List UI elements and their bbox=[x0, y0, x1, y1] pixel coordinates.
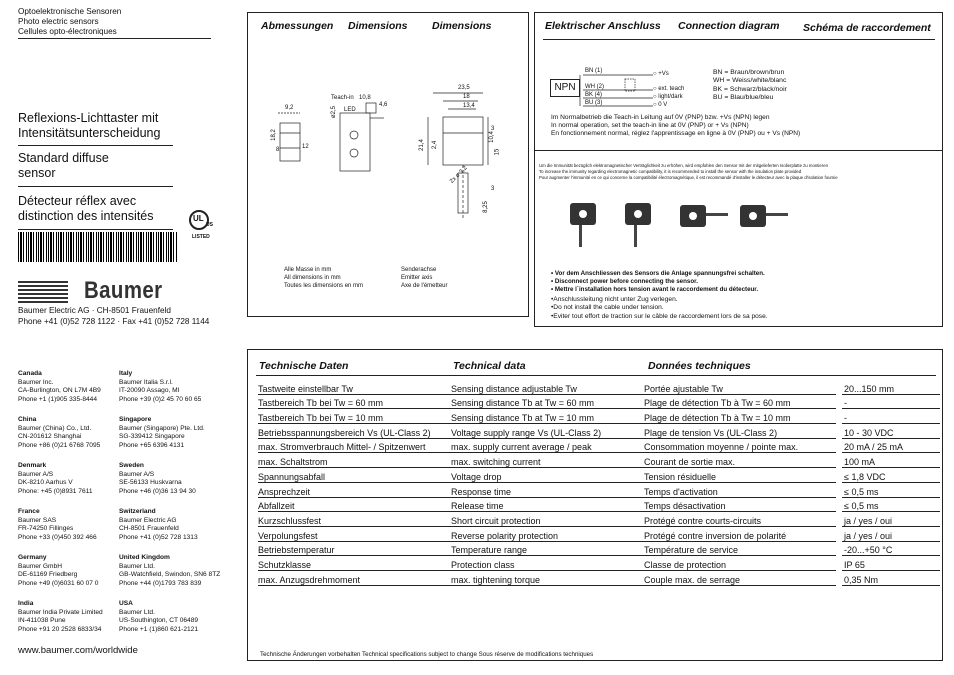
country-line: Phone +39 (0)2 45 70 60 65 bbox=[119, 395, 202, 403]
country-line: Baumer Ltd. bbox=[119, 608, 155, 616]
country-line: Baumer India Private Limited bbox=[18, 608, 103, 616]
us-text: US bbox=[206, 222, 213, 228]
cell-value: 0,35 Nm bbox=[842, 570, 940, 585]
cell-en: max. supply current average / peak bbox=[451, 438, 644, 453]
header-line-en: Photo electric sensors bbox=[18, 17, 99, 26]
terminal-0v: ○ 0 V bbox=[653, 102, 668, 108]
country-name: China bbox=[18, 416, 37, 423]
cell-value: ja / yes / oui bbox=[842, 512, 940, 527]
country-block bbox=[18, 416, 100, 450]
table-row bbox=[258, 556, 940, 571]
country-line: FR-74250 Fillinges bbox=[18, 525, 74, 533]
table-row bbox=[258, 482, 940, 497]
country-block bbox=[119, 600, 198, 634]
cell-en: Release time bbox=[451, 497, 644, 512]
connection-header-fr: Schéma de raccordement bbox=[803, 22, 931, 34]
cell-value: 20 mA / 25 mA bbox=[842, 438, 940, 453]
cell-fr: Consommation moyenne / pointe max. bbox=[644, 438, 836, 453]
cell-de: Verpolungsfest bbox=[258, 526, 451, 541]
cell-de: Tastbereich Tb bei Tw = 10 mm bbox=[258, 409, 451, 424]
country-line: CH-8501 Frauenfeld bbox=[119, 525, 179, 533]
table-row bbox=[258, 438, 940, 453]
wire-bk: BK (4) bbox=[585, 92, 603, 98]
dim-10-4: 10,4 bbox=[488, 131, 495, 143]
cell-value: 10 - 30 VDC bbox=[842, 424, 940, 439]
country-line: Baumer Inc. bbox=[18, 378, 54, 386]
cell-en: Sensing distance Tb at Tw = 10 mm bbox=[451, 409, 644, 424]
country-line: Baumer Italia S.r.l. bbox=[119, 378, 173, 386]
dimensions-panel bbox=[247, 12, 529, 317]
table-row bbox=[258, 409, 940, 424]
country-line: Phone +91 20 2528 6833/34 bbox=[18, 625, 102, 633]
country-line: DE-61169 Friedberg bbox=[18, 571, 78, 579]
cell-en: Sensing distance adjustable Tw bbox=[451, 380, 644, 394]
cell-fr: Temps d'activation bbox=[644, 482, 836, 497]
country-line: Phone +65 6396 4131 bbox=[119, 441, 185, 449]
cell-fr: Couple max. de serrage bbox=[644, 570, 836, 585]
logo-text: Baumer bbox=[84, 277, 163, 304]
cell-de: Abfallzeit bbox=[258, 497, 451, 512]
terminal-teach: ○ ext. teach bbox=[653, 86, 685, 92]
country-name: United Kingdom bbox=[119, 554, 170, 561]
country-line: Phone +44 (0)1793 783 839 bbox=[119, 579, 202, 587]
cell-value: 20...150 mm bbox=[842, 380, 940, 394]
country-line: SE-56133 Huskvarna bbox=[119, 479, 182, 487]
wire-wh: WH (2) bbox=[585, 84, 604, 90]
cell-de: Betriebstemperatur bbox=[258, 541, 451, 556]
terminal-light-dark: ○ light/dark bbox=[653, 94, 683, 100]
cell-value: -20...+50 °C bbox=[842, 541, 940, 556]
country-name: Denmark bbox=[18, 462, 47, 469]
country-block bbox=[119, 554, 220, 588]
cell-en: Reverse polarity protection bbox=[451, 526, 644, 541]
product-title-fr: Détecteur réflex avec distinction des intensités bbox=[18, 194, 154, 223]
country-line: Phone +1 (1)905 335-8444 bbox=[18, 395, 98, 403]
dim-3b: 3 bbox=[491, 186, 495, 192]
cell-value: - bbox=[842, 394, 940, 409]
dim-21-4: 21,4 bbox=[418, 139, 425, 151]
cell-de: max. Schaltstrom bbox=[258, 453, 451, 468]
cell-en: Protection class bbox=[451, 556, 644, 571]
cell-value: 100 mA bbox=[842, 453, 940, 468]
table-row bbox=[258, 570, 940, 585]
dim-d2-5: ø2,5 bbox=[331, 105, 338, 119]
country-block bbox=[18, 462, 93, 496]
cell-de: Schutzklasse bbox=[258, 556, 451, 571]
company-phone: Phone +41 (0)52 728 1122 · Fax +41 (0)52 728 1144 bbox=[18, 317, 210, 326]
ul-listed-mark bbox=[185, 210, 215, 244]
cell-de: max. Anzugsdrehmoment bbox=[258, 570, 451, 585]
table-row bbox=[258, 424, 940, 439]
cell-fr: Protégé contre courts-circuits bbox=[644, 512, 836, 527]
country-line: Baumer (China) Co., Ltd. bbox=[18, 424, 92, 432]
country-line: DK-8210 Aarhus V bbox=[18, 479, 73, 487]
country-name: Singapore bbox=[119, 416, 152, 423]
dim-15: 15 bbox=[494, 148, 501, 156]
listed-text: LISTED bbox=[192, 234, 210, 240]
cell-fr: Plage de détection Tb à Tw = 60 mm bbox=[644, 394, 836, 409]
dim-3: 3 bbox=[491, 126, 495, 132]
dim-8: 8 bbox=[276, 147, 280, 153]
dim-teach-label: Teach-in bbox=[331, 95, 354, 101]
techdata-header-en: Technical data bbox=[453, 360, 526, 372]
country-line: IN-411038 Pune bbox=[18, 617, 66, 625]
website-link[interactable]: www.baumer.com/worldwide bbox=[18, 645, 138, 656]
dim-4-6: 4,6 bbox=[379, 102, 388, 108]
cell-fr: Plage de détection Tb à Tw = 10 mm bbox=[644, 409, 836, 424]
country-name: India bbox=[18, 600, 34, 607]
country-block bbox=[18, 600, 103, 634]
cell-value: ja / yes / oui bbox=[842, 526, 940, 541]
country-line: Phone: +45 (0)8931 7611 bbox=[18, 487, 93, 495]
cell-de: Tastbereich Tb bei Tw = 60 mm bbox=[258, 394, 451, 409]
cell-value: IP 65 bbox=[842, 556, 940, 571]
company-address: Baumer Electric AG · CH-8501 Frauenfeld bbox=[18, 306, 171, 315]
country-line: SG-339412 Singapore bbox=[119, 433, 185, 441]
cell-de: Tastweite einstellbar Tw bbox=[258, 380, 451, 394]
wire-bu: BU (3) bbox=[585, 100, 603, 106]
wire-bn: BN (1) bbox=[585, 68, 603, 74]
cell-value: ≤ 0,5 ms bbox=[842, 482, 940, 497]
dimensions-header-fr: Dimensions bbox=[432, 20, 492, 32]
cell-en: max. tightening torque bbox=[451, 570, 644, 585]
dimension-notes-left: Alle Masse in mm All dimensions in mm Toutes les dimensions en mm bbox=[284, 267, 364, 289]
dimensions-header-de: Abmessungen bbox=[261, 20, 334, 32]
cell-fr: Temps désactivation bbox=[644, 497, 836, 512]
cell-de: max. Stromverbrauch Mittel- / Spitzenwert bbox=[258, 438, 451, 453]
country-line: IT-20090 Assago, MI bbox=[119, 387, 180, 395]
dimension-notes-right: Senderachse Emitter axis Axe de l'émetteur bbox=[401, 267, 448, 289]
cell-en: Response time bbox=[451, 482, 644, 497]
wire-color-legend: BN = Braun/brown/brun WH = Weiss/white/blanc BK = Schwarz/black/noir BU = Blau/blue/bleu bbox=[713, 69, 787, 102]
cell-fr: Protégé contre inversion de polarité bbox=[644, 526, 836, 541]
table-row bbox=[258, 541, 940, 556]
header-category bbox=[18, 7, 121, 37]
country-name: Germany bbox=[18, 554, 47, 561]
techdata-table bbox=[258, 380, 940, 586]
cell-fr: Température de service bbox=[644, 541, 836, 556]
country-block bbox=[18, 554, 98, 588]
header-line-de: Optoelektronische Sensoren bbox=[18, 7, 122, 16]
dimensions-header-en: Dimensions bbox=[348, 20, 408, 32]
cell-en: max. switching current bbox=[451, 453, 644, 468]
country-block bbox=[18, 508, 97, 542]
connection-panel bbox=[534, 12, 943, 327]
dim-led-label: LED bbox=[344, 107, 356, 113]
country-line: Baumer GmbH bbox=[18, 562, 62, 570]
country-name: Sweden bbox=[119, 462, 144, 469]
country-line: Phone +33 (0)450 392 466 bbox=[18, 533, 97, 541]
techdata-header-de: Technische Daten bbox=[259, 360, 349, 372]
dim-23-5: 23,5 bbox=[458, 85, 470, 91]
country-line: Phone +41 (0)52 728 1313 bbox=[119, 533, 198, 541]
table-row bbox=[258, 526, 940, 541]
table-row bbox=[258, 497, 940, 512]
country-line: Baumer A/S bbox=[18, 470, 54, 478]
country-line: Phone +46 (0)36 13 94 30 bbox=[119, 487, 196, 495]
table-row bbox=[258, 394, 940, 409]
cell-de: Kurzschlussfest bbox=[258, 512, 451, 527]
cell-en: Voltage drop bbox=[451, 468, 644, 483]
cell-de: Betriebsspannungsbereich Vs (UL-Class 2) bbox=[258, 424, 451, 439]
product-title-de: Reflexions-Lichttaster mit Intensitätsunterscheidung bbox=[18, 111, 161, 140]
country-line: Baumer (Singapore) Pte. Ltd. bbox=[119, 424, 205, 432]
country-block bbox=[119, 462, 196, 496]
cell-en: Sensing distance Tb at Tw = 60 mm bbox=[451, 394, 644, 409]
safety-warnings: •Anschlussleitung nicht unter Zug verlegen. •Do not install the cable under tension. •Eviter tout effort de traction sur le câble de raccordement lors de sa pose. bbox=[551, 296, 768, 320]
country-line: Baumer SAS bbox=[18, 516, 57, 524]
header-line-fr: Cellules opto-électroniques bbox=[18, 27, 117, 36]
country-line: Baumer Ltd. bbox=[119, 562, 155, 570]
cell-value: - bbox=[842, 409, 940, 424]
cell-en: Voltage supply range Vs (UL-Class 2) bbox=[451, 424, 644, 439]
dim-10-8: 10,8 bbox=[359, 95, 371, 101]
techdata-header-fr: Données techniques bbox=[648, 360, 751, 372]
cell-fr: Portée ajustable Tw bbox=[644, 380, 836, 394]
connection-header-de: Elektrischer Anschluss bbox=[545, 20, 661, 32]
terminal-vs: ○ +Vs bbox=[653, 71, 669, 77]
country-line: CA-Burlington, ON L7M 4B9 bbox=[18, 387, 101, 395]
cell-de: Spannungsabfall bbox=[258, 468, 451, 483]
safety-warnings-bold: • Vor dem Anschliessen des Sensors die Anlage spannungsfrei schalten. • Disconnect power before connecting the sensor. • Mettre l´installation hors tension avant le raccordement du détecteur. bbox=[551, 270, 765, 293]
dim-2-4: 2,4 bbox=[432, 140, 439, 150]
teach-note: Im Normalbetrieb die Teach-in Leitung auf 0V (PNP) bzw. +Vs (NPN) legen In normal operation, set the teach-in line at 0V (PNP) or + Vs (NPN) En fonctionnement normal, réglez l'apprentissage en ligne à 0V (PNP) ou + Vs (NPN) bbox=[551, 114, 801, 138]
npn-label: NPN bbox=[554, 82, 576, 93]
country-name: Canada bbox=[18, 370, 42, 377]
country-line: US-Southington, CT 06489 bbox=[119, 617, 199, 625]
emc-note: Um die Immunität bezüglich elektromagnetischer Verträglichkeit zu erhöhen, wird empfohlen den Sensor mit der mitgelieferten Isolierplatte zu montieren To increase the immunity regarding electromagnetic compatibility, it is recommended to install the sensor with the insulation plate provided Pour augmenter l'immunité en ce qui concerne la compatibilité électromagnétique, il est recommandé d'installer le détecteur avec la plaque d'isolation fournie bbox=[539, 163, 838, 180]
connection-header-en: Connection diagram bbox=[678, 20, 780, 32]
cell-value: ≤ 1,8 VDC bbox=[842, 468, 940, 483]
country-block bbox=[119, 416, 205, 450]
ul-text: UL bbox=[193, 214, 204, 223]
country-name: USA bbox=[119, 600, 133, 607]
country-line: Baumer A/S bbox=[119, 470, 155, 478]
table-row bbox=[258, 380, 940, 394]
country-name: Switzerland bbox=[119, 508, 156, 515]
dim-18: 18 bbox=[463, 94, 470, 100]
country-name: France bbox=[18, 508, 40, 515]
dim-13-4: 13,4 bbox=[463, 103, 475, 109]
product-title-en: Standard diffuse sensor bbox=[18, 151, 109, 180]
cell-fr: Tension résiduelle bbox=[644, 468, 836, 483]
country-line: Phone +86 (0)21 6768 7095 bbox=[18, 441, 101, 449]
cell-value: ≤ 0,5 ms bbox=[842, 497, 940, 512]
country-line: CN-201612 Shanghai bbox=[18, 433, 82, 441]
techdata-footer: Technische Änderungen vorbehalten Technical specifications subject to change Sous réserve de modifications techniques bbox=[260, 651, 594, 658]
barcode bbox=[18, 232, 178, 262]
dim-9-2: 9,2 bbox=[285, 105, 294, 111]
dim-18-2: 18,2 bbox=[270, 129, 277, 141]
dim-2x-d3-2: 2x ø 3,2 bbox=[449, 165, 469, 185]
dim-12: 12 bbox=[302, 144, 309, 150]
country-block bbox=[119, 508, 198, 542]
dim-8-25: 8,25 bbox=[482, 201, 489, 213]
cell-en: Short circuit protection bbox=[451, 512, 644, 527]
country-line: GB-Watchfield, Swindon, SN6 8TZ bbox=[119, 571, 221, 579]
country-line: Phone +49 (0)6031 60 07 0 bbox=[18, 579, 99, 587]
cell-de: Ansprechzeit bbox=[258, 482, 451, 497]
table-row bbox=[258, 468, 940, 483]
country-block bbox=[119, 370, 201, 404]
cell-en: Temperature range bbox=[451, 541, 644, 556]
table-row bbox=[258, 512, 940, 527]
country-name: Italy bbox=[119, 370, 133, 377]
country-line: Baumer Electric AG bbox=[119, 516, 177, 524]
cell-fr: Courant de sortie max. bbox=[644, 453, 836, 468]
cell-fr: Classe de protection bbox=[644, 556, 836, 571]
table-row bbox=[258, 453, 940, 468]
country-block bbox=[18, 370, 101, 404]
country-line: Phone +1 (1)860 621-2121 bbox=[119, 625, 199, 633]
cell-fr: Plage de tension Vs (UL-Class 2) bbox=[644, 424, 836, 439]
